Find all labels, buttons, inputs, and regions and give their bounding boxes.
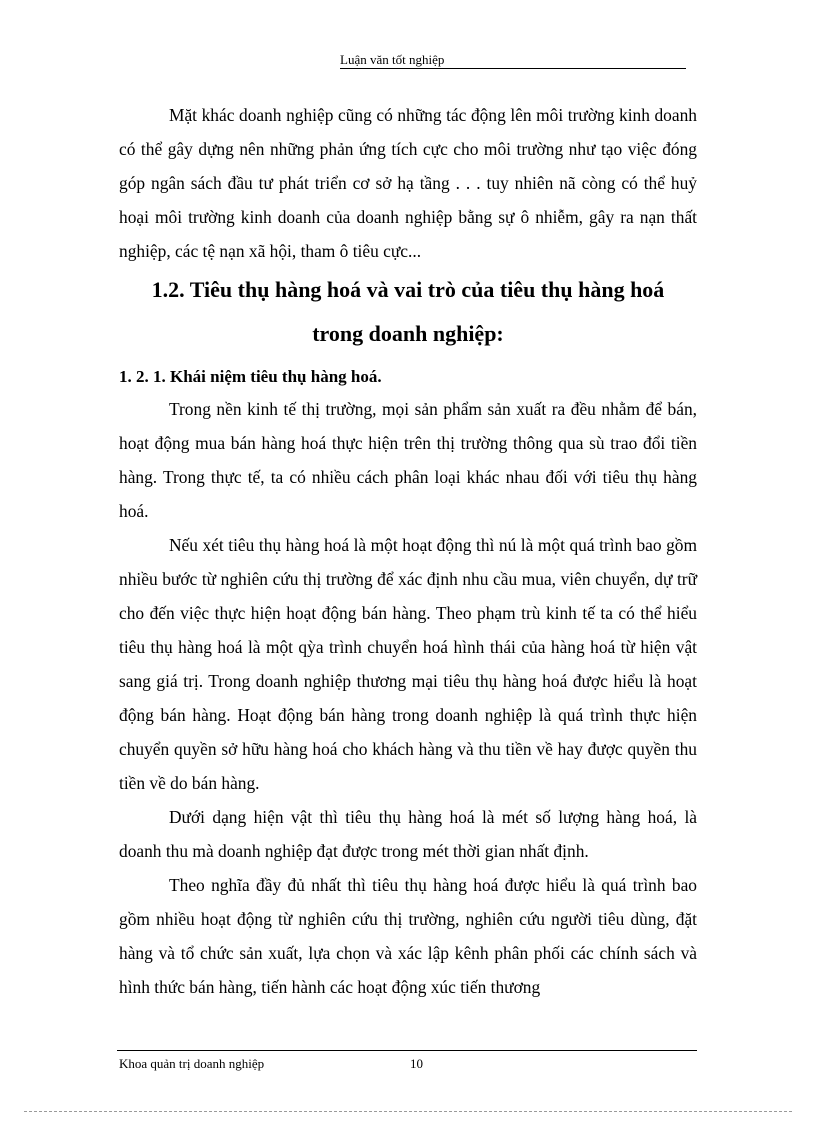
paragraph: Mặt khác doanh nghiệp cũng có những tác động lên môi trường kinh doanh có thể gây dựng nên những phản ứng tích cực cho môi trường như tạo việc đóng góp ngân sách đầu tư phát triển cơ sở hạ tầng . . . tuy nhiên nã còng có thể huỷ hoại môi trường kinh doanh của doanh nghiệp bằng sự ô nhiễm, gây ra nạn thất nghiệp, các tệ nạn xã hội, tham ô tiêu cực... (119, 105, 697, 261)
subsection-heading: 1. 2. 1. Khái niệm tiêu thụ hàng hoá. (119, 367, 382, 386)
paragraph: Dưới dạng hiện vật thì tiêu thụ hàng hoá là mét số lượng hàng hoá, là doanh thu mà doanh nghiệp đạt được trong mét thời gian nhất định. (119, 807, 697, 861)
header-rule (340, 68, 686, 69)
footer-department: Khoa quản trị doanh nghiệp (119, 1056, 265, 1071)
paragraph: Theo nghĩa đầy đủ nhất thì tiêu thụ hàng hoá được hiểu là quá trình bao gồm nhiều hoạt động từ nghiên cứu thị trường, nghiên cứu người tiêu dùng, đặt hàng và tổ chức sản xuất, lựa chọn và xác lập kênh phân phối các chính sách và hình thức bán hàng, tiến hành các hoạt động xúc tiến thương (119, 875, 697, 997)
page-boundary (24, 1111, 792, 1112)
section-heading-line-2: trong doanh nghiệp: (312, 321, 504, 346)
section-heading-line-1: 1.2. Tiêu thụ hàng hoá và vai trò của tiêu thụ hàng hoá (151, 277, 665, 302)
footer-rule (117, 1050, 697, 1051)
page-number: 10 (410, 1056, 423, 1071)
paragraph: Trong nền kinh tế thị trường, mọi sản phẩm sản xuất ra đều nhằm để bán, hoạt động mua bán hàng hoá thực hiện trên thị trường thông qua sù trao đổi tiền hàng. Trong thực tế, ta có nhiều cách phân loại khác nhau đối với tiêu thụ hàng hoá. (119, 399, 697, 521)
paragraph: Nếu xét tiêu thụ hàng hoá là một hoạt động thì nú là một quá trình bao gồm nhiều bước từ nghiên cứu thị trường để xác định nhu cầu mua, viên chuyển, dự trữ cho đến việc thực hiện hoạt động bán hàng. Theo phạm trù kinh tế ta có thể hiểu tiêu thụ hàng hoá là một qỳa trình chuyển hoá hình thái của hàng hoá từ hiện vật sang giá trị. Trong doanh nghiệp thương mại tiêu thụ hàng hoá được hiểu là hoạt động bán hàng. Hoạt động bán hàng trong doanh nghiệp là quá trình thực hiện chuyển quyền sở hữu hàng hoá cho khách hàng và thu tiền về hay được quyền thu tiền về do bán hàng. (119, 535, 697, 793)
header-title: Luận văn tốt nghiệp (340, 52, 445, 67)
